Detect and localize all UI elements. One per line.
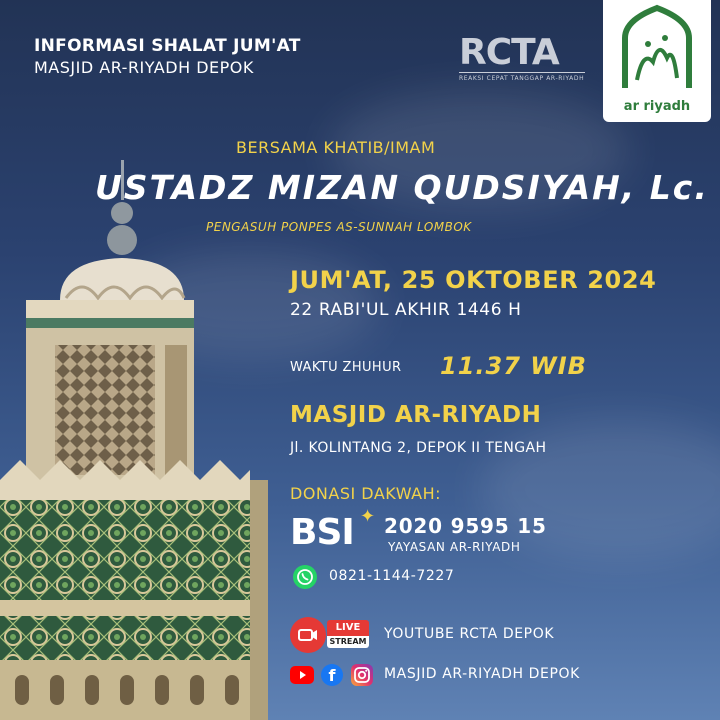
rcta-logo: [459, 32, 585, 83]
minaret-illustration: [0, 0, 300, 720]
star-icon: ✦: [360, 506, 376, 527]
whatsapp-icon: [293, 565, 317, 589]
venue-name: MASJID AR-RIYADH: [290, 402, 542, 428]
live-badge-bottom: STREAM: [327, 636, 369, 648]
rcta-tagline: REAKSI CEPAT TANGGAP AR-RIYADH: [459, 72, 585, 82]
date-hijri: 22 RABI'UL AKHIR 1446 H: [290, 300, 522, 320]
header-subtitle: MASJID AR-RIYADH DEPOK: [34, 58, 254, 77]
donation-label: DONASI DAKWAH:: [290, 484, 442, 503]
live-badge-top: LIVE: [327, 620, 369, 636]
facebook-icon: f: [321, 664, 343, 686]
rcta-wordmark: RCTA: [459, 32, 559, 73]
date-gregorian: JUM'AT, 25 OKTOBER 2024: [290, 266, 657, 294]
zuhur-time: 11.37 WIB: [440, 352, 587, 380]
live-stream-badge: [327, 620, 369, 650]
header-title: INFORMASI SHALAT JUM'AT: [34, 36, 301, 56]
ar-riyadh-logo: [603, 0, 711, 122]
khatib-label: BERSAMA KHATIB/IMAM: [236, 138, 436, 157]
account-name: YAYASAN AR-RIYADH: [388, 540, 521, 554]
venue-address: Jl. KOLINTANG 2, DEPOK II TENGAH: [290, 440, 547, 456]
youtube-channel: YOUTUBE RCTA DEPOK: [384, 626, 555, 642]
khatib-role: PENGASUH PONPES AS-SUNNAH LOMBOK: [206, 220, 472, 234]
logo-caption: ar riyadh: [623, 99, 691, 114]
bank-logo: BSI: [290, 512, 354, 553]
mosque-arch-icon: [603, 0, 711, 95]
account-number: 2020 9595 15: [384, 514, 547, 538]
instagram-account: MASJID AR-RIYADH DEPOK: [384, 666, 580, 682]
video-camera-icon: [290, 617, 326, 653]
whatsapp-number: 0821-1144-7227: [329, 568, 455, 584]
instagram-icon: [351, 664, 373, 686]
khatib-name: USTADZ MIZAN QUDSIYAH, Lc.: [95, 168, 709, 207]
youtube-icon: [290, 666, 314, 684]
zuhur-label: WAKTU ZHUHUR: [290, 360, 402, 375]
